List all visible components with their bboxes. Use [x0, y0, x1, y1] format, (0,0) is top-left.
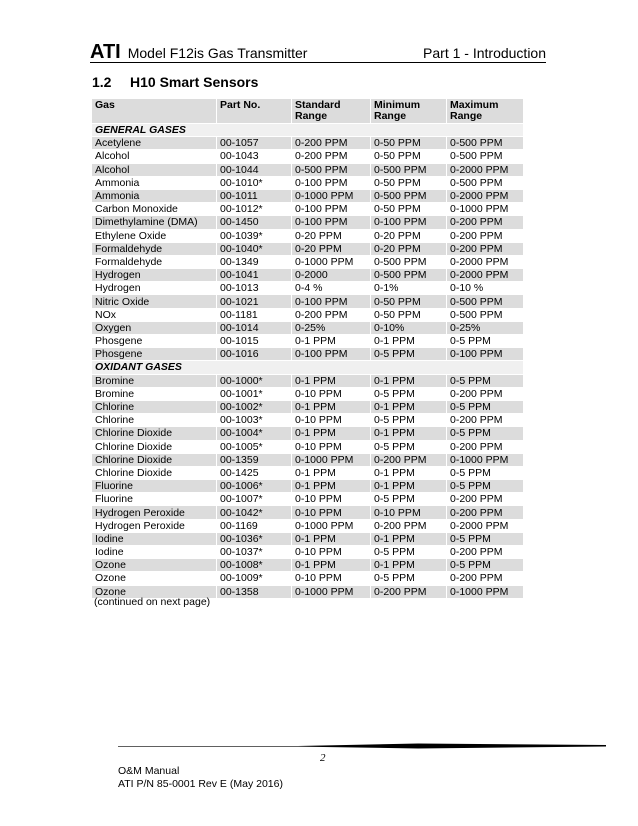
table-cell: 0-1000 PPM: [447, 454, 523, 466]
table-cell: 0-20 PPM: [374, 229, 421, 242]
table-cell: Alcohol: [95, 150, 130, 163]
table-cell: 00-1039*: [220, 229, 263, 242]
table-cell: 0-1000 PPM: [295, 255, 354, 268]
table-cell: 00-1021: [217, 295, 291, 307]
table-cell: 0-50 PPM: [371, 295, 446, 307]
table-cell: 0-2000: [292, 269, 370, 281]
table-cell: 0-200 PPM: [292, 137, 370, 149]
table-cell: Hydrogen: [95, 282, 141, 295]
table-cell: 0-1 PPM: [292, 427, 370, 439]
table-cell: 0-5 PPM: [447, 427, 523, 439]
table-cell: 0-20 PPM: [371, 243, 446, 255]
table-row: [92, 137, 523, 149]
table-cell: 00-1001*: [220, 387, 263, 400]
table-cell: 00-1016: [217, 348, 291, 360]
table-cell: 0-25%: [447, 322, 523, 334]
table-cell: 0-1 PPM: [371, 559, 446, 571]
table-cell: 0-10 PPM: [292, 506, 370, 518]
table-cell: 0-200 PPM: [371, 586, 446, 598]
table-cell: Formaldehyde: [92, 243, 216, 255]
table-row: [92, 216, 523, 228]
table-cell: 0-20 PPM: [295, 229, 342, 242]
table-cell: 0-50 PPM: [371, 137, 446, 149]
table-cell: 0-2000 PPM: [450, 519, 509, 532]
table-cell: 00-1015: [220, 335, 259, 348]
table-cell: 0-500 PPM: [292, 164, 370, 176]
table-cell: 0-200 PPM: [450, 546, 503, 559]
column-header-line: Standard: [295, 99, 341, 111]
table-cell: Chlorine Dioxide: [95, 466, 173, 479]
table-cell: 0-1 PPM: [371, 401, 446, 413]
table-cell: Fluorine: [95, 493, 133, 506]
table-row: [92, 309, 523, 321]
table-cell: 00-1009*: [220, 572, 263, 585]
table-cell: 0-50 PPM: [374, 150, 421, 163]
table-cell: 00-1006*: [217, 480, 291, 492]
table-cell: 0-10 PPM: [295, 546, 342, 559]
column-header-line: Range: [374, 110, 407, 122]
table-row: [92, 441, 523, 453]
column-header: [447, 99, 523, 123]
table-cell: 0-5 PPM: [450, 466, 491, 479]
table-cell: Ammonia: [92, 190, 216, 202]
table-cell: 0-1 PPM: [295, 335, 336, 348]
table-cell: Fluorine: [92, 480, 216, 492]
table-cell: 0-2000 PPM: [447, 190, 523, 202]
table-cell: 0-5 PPM: [374, 572, 415, 585]
table-cell: 0-100 PPM: [371, 216, 446, 228]
column-header-line: Range: [450, 110, 483, 122]
table-cell: 00-1000*: [217, 375, 291, 387]
table-cell: 00-1169: [220, 519, 258, 532]
table-cell: 0-20 PPM: [292, 243, 370, 255]
table-cell: 00-1005*: [220, 440, 263, 453]
table-cell: 0-1000 PPM: [292, 586, 370, 598]
table-cell: 0-500 PPM: [371, 164, 446, 176]
table-cell: 0-200 PPM: [450, 440, 503, 453]
table-cell: 0-200 PPM: [371, 454, 446, 466]
table-row: [92, 546, 523, 558]
column-header: [292, 99, 370, 123]
table-cell: 0-5 PPM: [450, 335, 491, 348]
footer-text: [118, 765, 283, 790]
table-cell: 0-5 PPM: [447, 401, 523, 413]
table-cell: 0-1%: [374, 282, 399, 295]
table-cell: 00-1013: [220, 282, 259, 295]
table-cell: Chlorine Dioxide: [95, 440, 173, 453]
table-cell: 0-100 PPM: [292, 348, 370, 360]
table-cell: 0-1 PPM: [295, 466, 336, 479]
table-cell: 0-5 PPM: [447, 375, 523, 387]
table-cell: 0-1000 PPM: [447, 586, 523, 598]
column-header-line: Gas: [95, 99, 115, 111]
table-cell: 0-1 PPM: [374, 466, 415, 479]
table-cell: 0-100 PPM: [295, 176, 348, 189]
table-cell: 00-1358: [217, 586, 291, 598]
table-cell: Ozone: [92, 559, 216, 571]
table-cell: 0-200 PPM: [447, 243, 523, 255]
table-cell: 0-10 PPM: [371, 506, 446, 518]
table-cell: 00-1425: [220, 466, 259, 479]
table-cell: 0-100 PPM: [447, 348, 523, 360]
table-cell: Chlorine Dioxide: [92, 454, 216, 466]
table-cell: 0-1 PPM: [292, 375, 370, 387]
page-header: [90, 40, 546, 63]
table-cell: 0-500 PPM: [450, 308, 503, 321]
table-cell: 00-1007*: [220, 493, 263, 506]
sensor-table: [91, 98, 524, 599]
table-row: [92, 177, 523, 189]
table-cell: 00-1008*: [217, 559, 291, 571]
table-cell: Bromine: [95, 387, 135, 400]
table-cell: Bromine: [92, 375, 216, 387]
table-row: [92, 427, 523, 439]
table-cell: Chlorine Dioxide: [92, 427, 216, 439]
table-cell: 00-1041: [217, 269, 291, 281]
table-cell: 00-1359: [217, 454, 291, 466]
table-cell: Ethylene Oxide: [95, 229, 167, 242]
table-cell: 00-1014: [217, 322, 291, 334]
section-title: H10 Smart Sensors: [130, 74, 259, 90]
continued-note: (continued on next page): [94, 596, 211, 608]
table-cell: 0-1 PPM: [292, 480, 370, 492]
table-row: [92, 230, 523, 242]
table-cell: 0-5 PPM: [374, 493, 415, 506]
footer-manual: O&M Manual: [118, 765, 180, 777]
category-label: OXIDANT GASES: [92, 361, 523, 373]
table-cell: 0-1 PPM: [292, 533, 370, 545]
table-cell: 0-200 PPM: [450, 414, 503, 427]
table-row: [92, 164, 523, 176]
table-cell: 0-1 PPM: [371, 480, 446, 492]
column-header-line: Minimum: [374, 99, 421, 111]
table-row: [92, 388, 523, 400]
table-cell: 0-1000 PPM: [450, 203, 509, 216]
table-cell: 00-1044: [217, 164, 291, 176]
column-header-line: Part No.: [220, 99, 261, 111]
table-cell: 0-100 PPM: [292, 295, 370, 307]
table-cell: Carbon Monoxide: [95, 203, 178, 216]
table-cell: 0-1 PPM: [292, 559, 370, 571]
table-cell: 00-1040*: [217, 243, 291, 255]
table-cell: Ammonia: [95, 176, 140, 189]
table-row: [92, 454, 523, 466]
table-cell: Ozone: [92, 586, 216, 598]
table-row: [92, 520, 523, 532]
table-cell: 0-10 PPM: [295, 387, 342, 400]
table-cell: 0-200 PPM: [295, 150, 348, 163]
table-row: [92, 322, 523, 334]
table-cell: 0-1 PPM: [371, 427, 446, 439]
table-cell: 0-5 PPM: [374, 546, 415, 559]
table-cell: 0-5 PPM: [374, 387, 415, 400]
table-cell: 0-5 PPM: [447, 480, 523, 492]
table-cell: Dimethylamine (DMA): [92, 216, 216, 228]
table-cell: 0-1000 PPM: [292, 454, 370, 466]
table-row: [92, 269, 523, 281]
table-cell: Hydrogen Peroxide: [92, 506, 216, 518]
table-row: [92, 243, 523, 255]
table-cell: 0-10 PPM: [295, 440, 342, 453]
column-header-line: Range: [295, 110, 328, 122]
column-header: [371, 99, 446, 123]
table-cell: Chlorine: [92, 401, 216, 413]
document-title: Model F12is Gas Transmitter: [127, 45, 308, 61]
table-row: [92, 335, 523, 347]
table-cell: Phosgene: [92, 348, 216, 360]
table-row: [92, 480, 523, 492]
table-cell: 0-10%: [371, 322, 446, 334]
table-cell: 0-500 PPM: [447, 295, 523, 307]
table-cell: Nitric Oxide: [92, 295, 216, 307]
page-number: 2: [320, 752, 326, 764]
table-cell: 0-50 PPM: [374, 203, 421, 216]
table-cell: 00-1004*: [217, 427, 291, 439]
brand-logo: ATI: [90, 41, 121, 63]
table-cell: 0-50 PPM: [374, 176, 421, 189]
table-cell: 0-5 PPM: [371, 348, 446, 360]
table-row: [92, 414, 523, 426]
table-cell: 0-1 PPM: [371, 375, 446, 387]
table-cell: 00-1003*: [220, 414, 263, 427]
table-row: [92, 150, 523, 162]
table-cell: 00-1450: [217, 216, 291, 228]
table-row: [92, 282, 523, 294]
table-cell: Iodine: [95, 546, 124, 559]
table-cell: 0-200 PPM: [450, 229, 503, 242]
column-header: [92, 99, 216, 123]
table-cell: 0-1000 PPM: [295, 519, 354, 532]
table-cell: 0-5 PPM: [447, 559, 523, 571]
table-header-row: [92, 99, 523, 123]
table-cell: 0-2000 PPM: [450, 255, 509, 268]
table-cell: 0-5 PPM: [447, 533, 523, 545]
table-row: [92, 572, 523, 584]
table-cell: 00-1010*: [220, 176, 263, 189]
table-cell: Acetylene: [92, 137, 216, 149]
table-cell: Formaldehyde: [95, 255, 163, 268]
table-cell: 0-2000 PPM: [447, 164, 523, 176]
table-cell: 0-5 PPM: [374, 440, 415, 453]
table-cell: 0-4 %: [295, 282, 323, 295]
table-cell: 0-10 PPM: [295, 493, 342, 506]
table-cell: 0-1000 PPM: [292, 190, 370, 202]
table-cell: 00-1181: [220, 308, 258, 321]
table-row: [92, 493, 523, 505]
table-cell: 0-500 PPM: [450, 176, 503, 189]
table-cell: 00-1043: [220, 150, 259, 163]
table-row: [92, 375, 523, 387]
table-cell: Chlorine: [95, 414, 135, 427]
table-cell: 0-200 PPM: [374, 519, 427, 532]
table-row: [92, 533, 523, 545]
table-cell: 0-500 PPM: [371, 190, 446, 202]
table-cell: 0-25%: [292, 322, 370, 334]
table-cell: 00-1037*: [220, 546, 263, 559]
table-cell: 0-10 PPM: [295, 414, 342, 427]
column-header: [217, 99, 291, 123]
section-number: 1.2: [92, 74, 112, 90]
table-cell: Alcohol: [92, 164, 216, 176]
category-row: [92, 124, 523, 136]
table-cell: 0-5 PPM: [374, 414, 415, 427]
table-cell: 0-200 PPM: [450, 387, 503, 400]
table-cell: 0-1 PPM: [374, 335, 415, 348]
table-cell: 0-200 PPM: [295, 308, 348, 321]
section-heading: [92, 74, 258, 90]
table-row: [92, 506, 523, 518]
table-cell: 0-2000 PPM: [447, 269, 523, 281]
table-row: [92, 348, 523, 360]
category-row: [92, 361, 523, 373]
column-header-line: Maximum: [450, 99, 499, 111]
table-row: [92, 295, 523, 307]
table-cell: 00-1011: [217, 190, 291, 202]
table-cell: Phosgene: [95, 335, 143, 348]
table-row: [92, 203, 523, 215]
table-cell: 0-500 PPM: [374, 255, 427, 268]
table-cell: 0-100 PPM: [292, 216, 370, 228]
table-cell: 0-10 PPM: [295, 572, 342, 585]
table-body: [92, 124, 523, 598]
table-row: [92, 190, 523, 202]
table-cell: 0-200 PPM: [450, 572, 503, 585]
table-cell: Hydrogen Peroxide: [95, 519, 185, 532]
table-row: [92, 559, 523, 571]
table-cell: 0-200 PPM: [450, 493, 503, 506]
table-cell: 0-200 PPM: [447, 216, 523, 228]
footer-divider: [118, 742, 606, 750]
table-cell: 0-10 %: [450, 282, 484, 295]
table-cell: Oxygen: [92, 322, 216, 334]
category-label: GENERAL GASES: [92, 124, 523, 136]
table-cell: 00-1012*: [220, 203, 263, 216]
table-cell: NOx: [95, 308, 116, 321]
table-cell: 0-1 PPM: [292, 401, 370, 413]
footer-part-number: ATI P/N 85-0001 Rev E (May 2016): [118, 777, 283, 790]
table-cell: Iodine: [92, 533, 216, 545]
table-cell: Hydrogen: [92, 269, 216, 281]
part-label: Part 1 - Introduction: [423, 45, 546, 61]
table-cell: 00-1349: [220, 255, 259, 268]
table-cell: 0-1 PPM: [371, 533, 446, 545]
table-cell: Ozone: [95, 572, 126, 585]
table-cell: 00-1002*: [217, 401, 291, 413]
table-cell: 0-500 PPM: [450, 150, 503, 163]
table-cell: 0-50 PPM: [374, 308, 421, 321]
table-cell: 0-100 PPM: [295, 203, 348, 216]
table-cell: 0-200 PPM: [447, 506, 523, 518]
table-cell: 00-1036*: [217, 533, 291, 545]
table-cell: 00-1057: [217, 137, 291, 149]
table-row: [92, 401, 523, 413]
table-cell: 00-1042*: [217, 506, 291, 518]
table-row: [92, 256, 523, 268]
table-cell: 0-500 PPM: [371, 269, 446, 281]
table-row: [92, 467, 523, 479]
table-cell: 0-500 PPM: [447, 137, 523, 149]
